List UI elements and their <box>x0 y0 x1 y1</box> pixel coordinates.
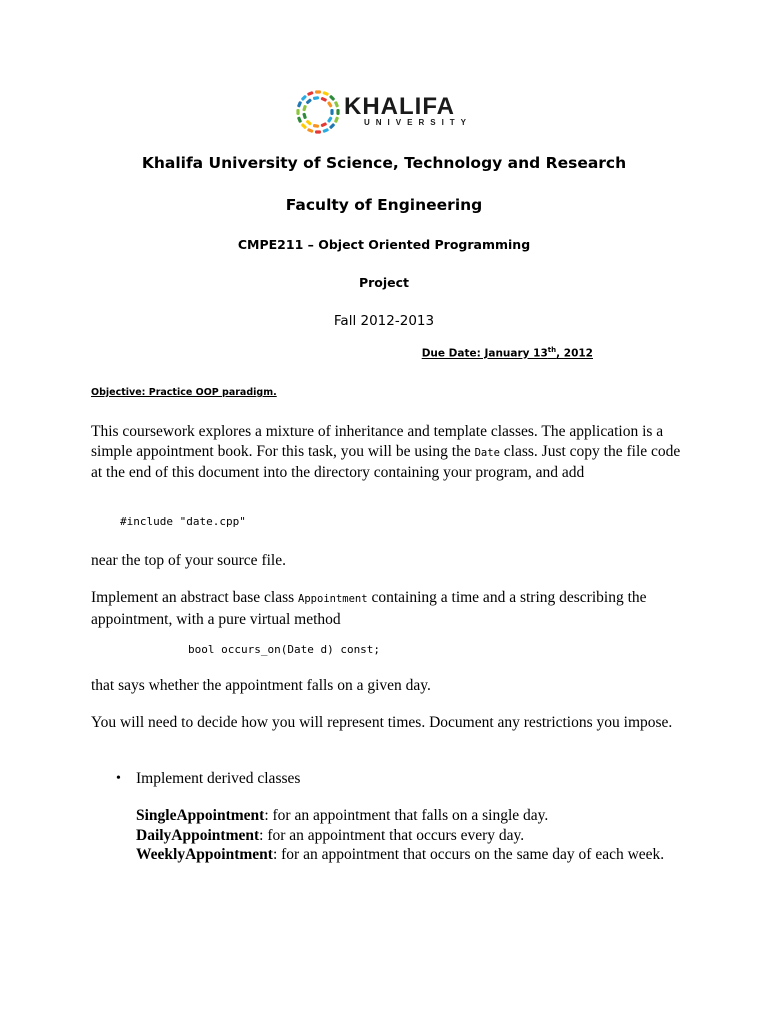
derived-class-item <box>136 806 681 826</box>
logo-dash <box>313 124 319 128</box>
abstract-text-b: containing a time and a string describing the appointment, with a pure virtual method <box>91 589 647 628</box>
intro-paragraph <box>91 422 681 483</box>
derived-class-name: SingleAppointment <box>136 807 265 824</box>
project-title: Project <box>358 275 410 290</box>
logo-dash <box>320 97 327 102</box>
university-logo <box>294 88 474 138</box>
logo-dash <box>297 116 302 123</box>
logo-dash <box>301 123 308 130</box>
logo-name: KHALIFA <box>344 93 455 120</box>
logo-dash <box>307 128 314 133</box>
due-date <box>422 346 593 360</box>
derived-class-desc: : for an appointment that occurs every day. <box>259 826 525 844</box>
intro-text-a: This coursework explores a mixture of inheritance and template classes. The application is a simple appointment book. For this task, you will be using the <box>91 423 664 460</box>
logo-dash <box>302 113 307 120</box>
logo-dash <box>329 123 336 130</box>
logo-subtitle: UNIVERSITY <box>364 118 473 127</box>
abstract-text-a: Implement an abstract base class <box>91 589 299 606</box>
faculty-title: Faculty of Engineering <box>285 196 483 214</box>
bullet-marker: • <box>116 771 121 786</box>
course-title: CMPE211 – Object Oriented Programming <box>237 237 531 252</box>
term-word: Fall <box>333 313 357 329</box>
logo-dash <box>302 105 307 112</box>
logo-dash <box>313 96 319 100</box>
logo-dash <box>329 95 336 102</box>
logo-dash <box>315 90 321 93</box>
objective-heading: Objective: Practice OOP paradigm. <box>91 387 277 398</box>
derived-class-list <box>136 806 681 865</box>
term-title <box>0 313 768 329</box>
logo-dash <box>305 98 312 104</box>
derived-class-desc: : for an appointment that occurs on the same day of each week. <box>272 846 665 863</box>
occurs-paragraph: that says whether the appointment falls on a given day. <box>91 677 431 694</box>
derived-class-desc: : for an appointment that falls on a single day. <box>264 807 549 824</box>
method-code-line: bool occurs_on(Date d) const; <box>188 643 381 656</box>
logo-dash <box>334 116 339 123</box>
source-file-paragraph: near the top of your source file. <box>91 552 286 569</box>
due-date-superscript: th <box>547 346 557 354</box>
logo-dash <box>322 128 329 133</box>
times-paragraph: You will need to decide how you will represent times. Document any restrictions you impose. <box>91 714 673 731</box>
bullet-item: Implement derived classes <box>136 770 301 787</box>
date-class-code: Date <box>474 446 500 459</box>
include-code-line: #include "date.cpp" <box>120 515 246 528</box>
intro-text-b: class. Just copy the file code at the end of this document into the directory containing your program, and add <box>91 442 681 481</box>
derived-class-name: DailyAppointment <box>136 826 260 844</box>
derived-class-name: WeeklyAppointment <box>136 846 273 863</box>
logo-dash <box>297 101 302 108</box>
logo-dash <box>307 91 314 96</box>
logo-mark-icon <box>294 88 342 136</box>
university-title: Khalifa University of Science, Technology and Research <box>141 154 627 172</box>
logo-dash <box>305 119 312 125</box>
logo-dash <box>327 116 333 123</box>
logo-dash <box>320 122 327 127</box>
due-date-prefix: Due Date: January 13 <box>421 347 548 360</box>
appointment-class-code: Appointment <box>298 593 368 605</box>
derived-class-item <box>136 826 681 846</box>
logo-dash <box>296 109 299 115</box>
abstract-class-paragraph <box>91 588 681 629</box>
due-date-year: , 2012 <box>556 347 593 360</box>
derived-class-item <box>136 845 681 865</box>
logo-dash <box>322 91 329 96</box>
logo-dash <box>336 109 339 115</box>
term-years: 2012-2013 <box>360 313 435 329</box>
logo-dash <box>334 101 339 108</box>
logo-dash <box>327 101 333 108</box>
logo-dash <box>315 130 321 133</box>
logo-dash <box>330 109 333 115</box>
logo-dash <box>301 95 308 102</box>
